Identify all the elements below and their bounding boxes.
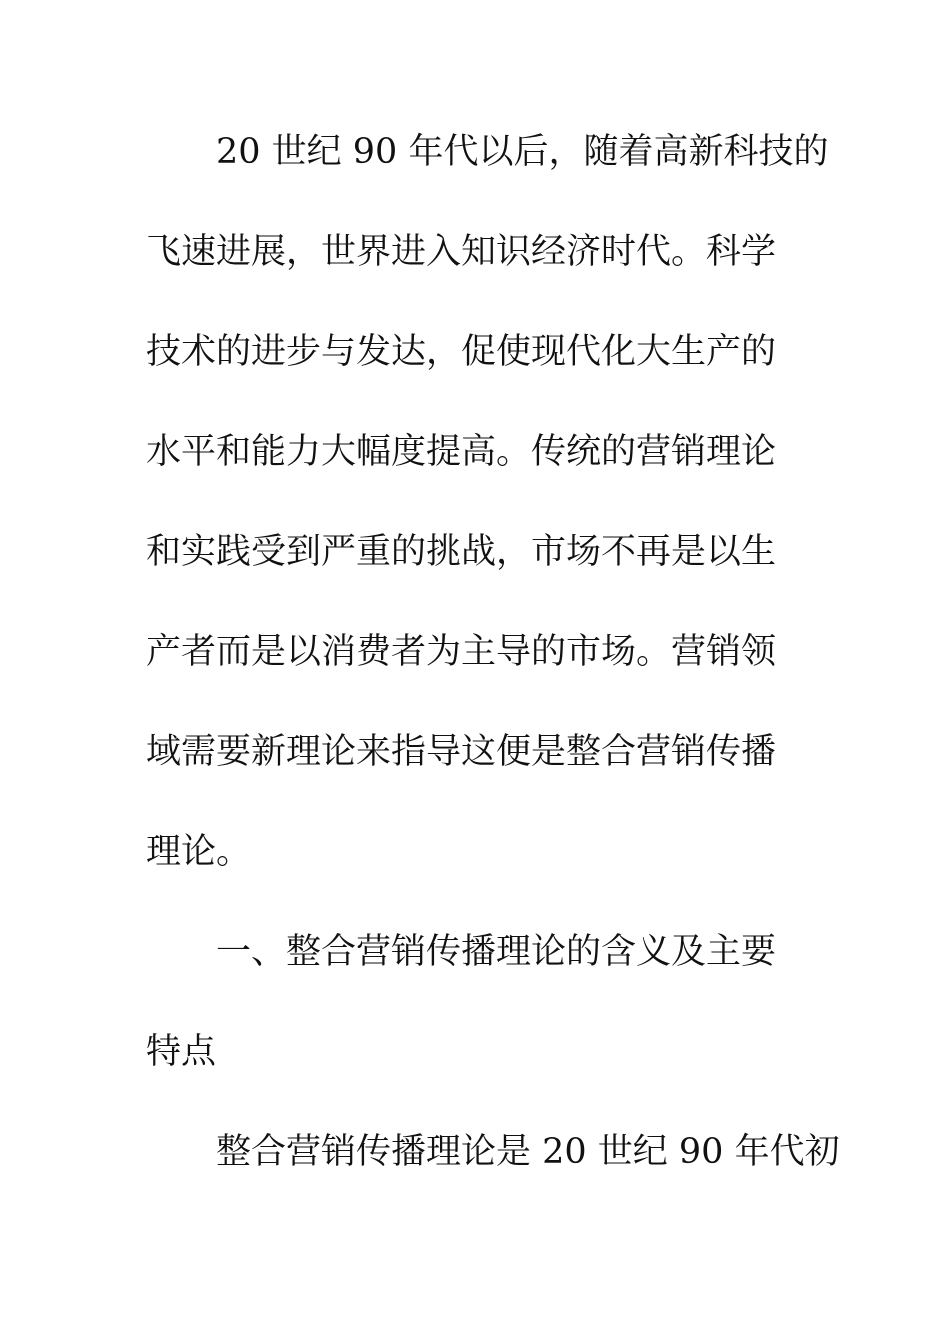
paragraph-1-line-6: 产者而是以消费者为主导的市场。营销领: [146, 632, 777, 672]
heading-1-line-1: 一、整合营销传播理论的含义及主要: [216, 932, 777, 972]
paragraph-1-line-1: 20 世纪 90 年代以后，随着高新科技的: [216, 132, 829, 172]
paragraph-1-line-5: 和实践受到严重的挑战，市场不再是以生: [146, 532, 777, 572]
paragraph-1-line-7: 域需要新理论来指导这便是整合营销传播: [146, 732, 777, 772]
paragraph-1-line-3: 技术的进步与发达，促使现代化大生产的: [146, 332, 777, 372]
paragraph-2-line-1: 整合营销传播理论是 20 世纪 90 年代初: [216, 1132, 840, 1172]
paragraph-1-line-4: 水平和能力大幅度提高。传统的营销理论: [146, 432, 777, 472]
paragraph-1-line-8: 理论。: [146, 832, 252, 872]
heading-1-line-2: 特点: [146, 1032, 217, 1072]
paragraph-1-line-2: 飞速进展，世界进入知识经济时代。科学: [146, 232, 777, 272]
